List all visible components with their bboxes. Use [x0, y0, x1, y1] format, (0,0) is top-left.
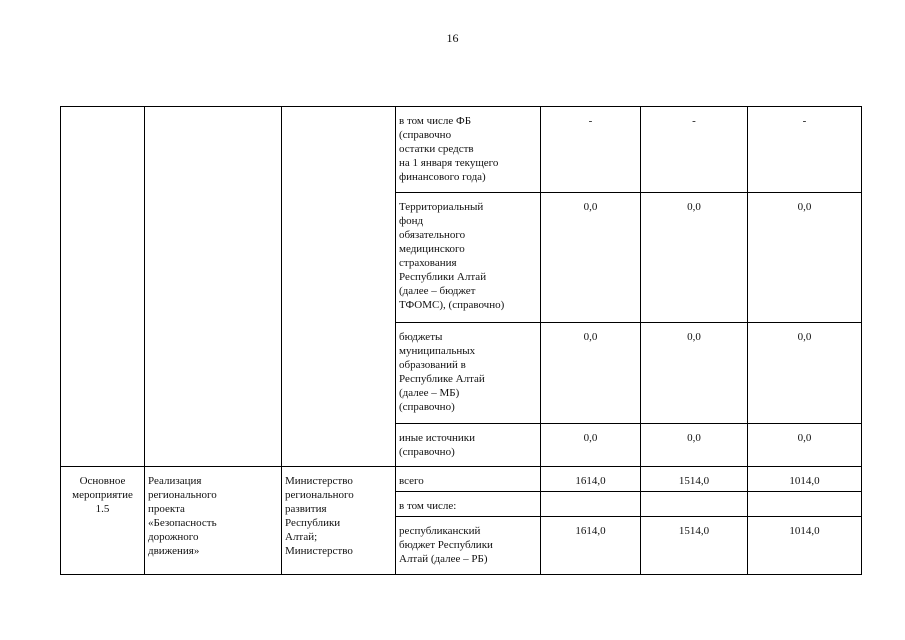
- code-cell-empty: [61, 107, 145, 467]
- value-year-3: -: [748, 107, 862, 193]
- value-year-1: -: [541, 107, 641, 193]
- page-number: 16: [446, 31, 459, 45]
- funding-source-cell: в том числе ФБ (справочно остатки средств на 1 января текущего финансового года): [396, 107, 541, 193]
- value-year-2: [641, 492, 748, 517]
- funding-source-cell: республиканский бюджет Республики Алтай (далее – РБ): [396, 517, 541, 575]
- value-year-2: 1514,0: [641, 517, 748, 575]
- funding-source-cell: Территориальный фонд обязательного медицинского страхования Республики Алтай (далее – бюджет ТФОМС), (справочно): [396, 193, 541, 323]
- funding-source-cell: всего: [396, 467, 541, 492]
- value-year-1: 0,0: [541, 323, 641, 424]
- event-code-cell: Основное мероприятие 1.5: [61, 467, 145, 575]
- value-year-3: [748, 492, 862, 517]
- value-year-1: 1614,0: [541, 517, 641, 575]
- value-year-1: 0,0: [541, 193, 641, 323]
- value-year-2: 1514,0: [641, 467, 748, 492]
- name-cell-empty: [145, 107, 282, 467]
- value-year-1: 1614,0: [541, 467, 641, 492]
- funding-table: [60, 106, 862, 575]
- event-executor-cell: Министерство регионального развития Республики Алтай; Министерство: [282, 467, 396, 575]
- value-year-3: 0,0: [748, 424, 862, 467]
- event-name-cell: Реализация регионального проекта «Безопасность дорожного движения»: [145, 467, 282, 575]
- value-year-1: [541, 492, 641, 517]
- funding-source-cell: иные источники (справочно): [396, 424, 541, 467]
- funding-source-cell: бюджеты муниципальных образований в Республике Алтай (далее – МБ) (справочно): [396, 323, 541, 424]
- value-year-3: 1014,0: [748, 467, 862, 492]
- value-year-3: 0,0: [748, 323, 862, 424]
- value-year-2: 0,0: [641, 323, 748, 424]
- value-year-3: 1014,0: [748, 517, 862, 575]
- value-year-2: 0,0: [641, 424, 748, 467]
- value-year-2: -: [641, 107, 748, 193]
- executor-cell-empty: [282, 107, 396, 467]
- value-year-3: 0,0: [748, 193, 862, 323]
- table-row: [61, 107, 862, 193]
- value-year-2: 0,0: [641, 193, 748, 323]
- table-row: [61, 467, 862, 492]
- funding-source-cell: в том числе:: [396, 492, 541, 517]
- value-year-1: 0,0: [541, 424, 641, 467]
